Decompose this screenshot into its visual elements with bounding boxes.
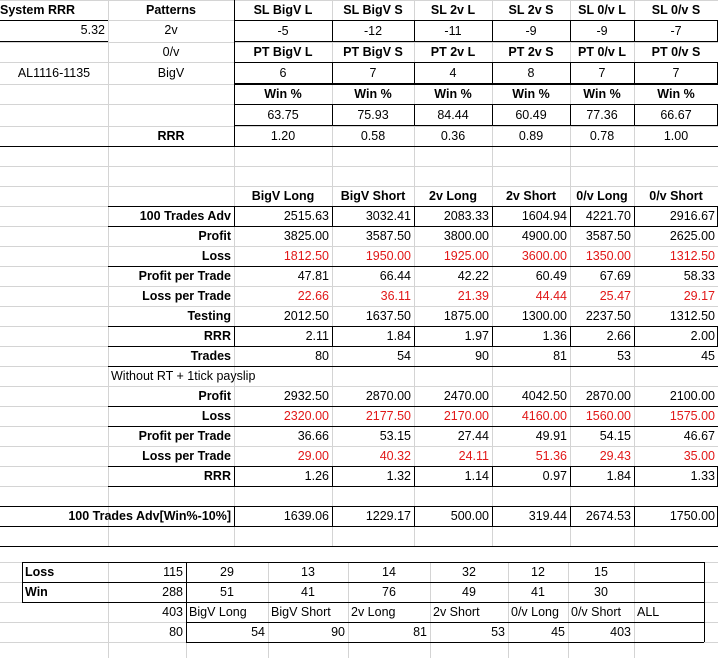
category-label: BigV Short <box>271 605 331 619</box>
border-line <box>634 466 635 486</box>
value-cell[interactable]: 1.14 <box>464 469 489 483</box>
border-line <box>234 506 235 526</box>
value-cell[interactable]: 2177.50 <box>365 409 411 423</box>
pt-header: PT BigV L <box>253 45 313 59</box>
pt-header: PT 0/v L <box>578 45 626 59</box>
value-cell[interactable]: 46.67 <box>683 429 715 443</box>
value-cell[interactable]: 2237.50 <box>585 309 631 323</box>
border-line <box>108 366 718 367</box>
sl-header: SL 0/v S <box>651 3 701 17</box>
value-cell[interactable]: 3800.00 <box>443 229 489 243</box>
win-value[interactable]: 66.67 <box>660 108 692 122</box>
pt-value[interactable]: 7 <box>369 66 377 80</box>
trade-count[interactable]: 80 <box>169 625 183 639</box>
loss-count[interactable]: 32 <box>462 565 476 579</box>
rrr-value[interactable]: 0.36 <box>440 129 466 143</box>
value-cell[interactable]: 22.66 <box>297 289 329 303</box>
row-label: Trades <box>190 349 231 363</box>
border-line <box>492 326 493 346</box>
sl-header: SL 2v L <box>430 3 476 17</box>
adv-value[interactable]: 1750.00 <box>669 509 715 523</box>
border-line <box>22 562 704 563</box>
value-cell[interactable]: 44.44 <box>535 289 567 303</box>
row-label: 100 Trades Adv <box>139 209 231 223</box>
value-cell[interactable]: 29.00 <box>297 449 329 463</box>
value-cell[interactable]: 67.69 <box>599 269 631 283</box>
value-cell[interactable]: 80 <box>315 349 329 363</box>
value-cell[interactable]: 36.66 <box>297 429 329 443</box>
border-line <box>108 226 718 227</box>
value-cell[interactable]: 1350.00 <box>585 249 631 263</box>
pt-value[interactable]: 7 <box>672 66 680 80</box>
trade-count[interactable]: 54 <box>251 625 265 639</box>
value-cell[interactable]: 35.00 <box>683 449 715 463</box>
value-cell[interactable]: 51.36 <box>535 449 567 463</box>
value-cell[interactable]: 4042.50 <box>521 389 567 403</box>
patterns-header: Patterns <box>145 3 197 17</box>
value-cell[interactable]: 54 <box>397 349 411 363</box>
border-line <box>22 562 23 602</box>
border-line <box>234 62 718 63</box>
loss-count[interactable]: 13 <box>301 565 315 579</box>
sl-value[interactable]: -9 <box>596 24 608 38</box>
value-cell[interactable]: 53 <box>617 349 631 363</box>
border-line <box>234 466 235 486</box>
row-label: Loss <box>201 409 231 423</box>
win-header: Win % <box>657 87 695 101</box>
adv-value[interactable]: 1639.06 <box>283 509 329 523</box>
border-line <box>570 21 571 41</box>
value-cell[interactable]: 0.97 <box>542 469 567 483</box>
value-cell[interactable]: 60.49 <box>535 269 567 283</box>
border-line <box>332 326 333 346</box>
win-count[interactable]: 49 <box>462 585 476 599</box>
trade-count[interactable]: 81 <box>413 625 427 639</box>
win-header: Win % <box>264 87 302 101</box>
border-line <box>234 206 235 226</box>
value-cell[interactable]: 90 <box>475 349 489 363</box>
win-header: Win % <box>434 87 472 101</box>
value-cell[interactable]: 2515.63 <box>283 209 329 223</box>
row-label: Profit per Trade <box>138 269 231 283</box>
value-cell[interactable]: 3587.50 <box>585 229 631 243</box>
category-label: 2v Long <box>351 605 396 619</box>
pt-header: PT 0/v S <box>651 45 701 59</box>
value-cell[interactable]: 2870.00 <box>585 389 631 403</box>
value-cell[interactable]: 2.66 <box>606 329 631 343</box>
value-cell[interactable]: 1875.00 <box>443 309 489 323</box>
border-line <box>234 63 235 84</box>
border-line <box>492 466 493 486</box>
border-line <box>234 21 235 41</box>
border-line <box>492 21 493 41</box>
value-cell[interactable]: 1300.00 <box>521 309 567 323</box>
value-cell[interactable]: 1.33 <box>690 469 715 483</box>
column-header: 0/v Long <box>576 189 628 203</box>
border-line <box>492 206 493 226</box>
value-cell[interactable]: 53.15 <box>379 429 411 443</box>
value-cell[interactable]: 1560.00 <box>585 409 631 423</box>
win-count[interactable]: 76 <box>382 585 396 599</box>
value-cell[interactable]: 2.00 <box>690 329 715 343</box>
rrr-label: RRR <box>157 129 185 143</box>
win-count[interactable]: 41 <box>531 585 545 599</box>
win-header: Win % <box>512 87 550 101</box>
row-label: Loss per Trade <box>142 289 231 303</box>
loss-count[interactable]: 15 <box>594 565 608 579</box>
border-line <box>634 506 635 526</box>
value-cell[interactable]: 66.44 <box>379 269 411 283</box>
value-cell[interactable]: 27.44 <box>457 429 489 443</box>
value-cell[interactable]: 1.36 <box>542 329 567 343</box>
border-line <box>634 105 635 126</box>
adv-value[interactable]: 1229.17 <box>365 509 411 523</box>
value-cell[interactable]: 40.32 <box>379 449 411 463</box>
row-label: Testing <box>187 309 231 323</box>
value-cell[interactable]: 2932.50 <box>283 389 329 403</box>
border-line <box>108 426 718 427</box>
value-cell[interactable]: 1575.00 <box>669 409 715 423</box>
value-cell[interactable]: 4900.00 <box>521 229 567 243</box>
win-count[interactable]: 51 <box>220 585 234 599</box>
sl-header: SL BigV S <box>343 3 403 17</box>
win-header: Win % <box>583 87 621 101</box>
value-cell[interactable]: 3032.41 <box>365 209 411 223</box>
pt-value[interactable]: 7 <box>598 66 606 80</box>
column-header: 2v Long <box>429 189 477 203</box>
value-cell[interactable]: 3825.00 <box>283 229 329 243</box>
border-line <box>0 41 108 42</box>
value-cell[interactable]: 2.11 <box>305 329 329 343</box>
loss-count[interactable]: 12 <box>531 565 545 579</box>
border-line <box>0 506 718 507</box>
rrr-value[interactable]: 0.58 <box>360 129 386 143</box>
win-total[interactable]: 288 <box>162 585 183 599</box>
border-line <box>22 602 704 603</box>
value-cell[interactable]: 24.11 <box>458 449 489 463</box>
value-cell[interactable]: 1312.50 <box>669 249 715 263</box>
column-header: 2v Short <box>505 189 556 203</box>
border-line <box>492 105 493 126</box>
loss-count[interactable]: 29 <box>220 565 234 579</box>
adv-value[interactable]: 2674.53 <box>585 509 631 523</box>
border-line <box>234 41 718 42</box>
value-cell[interactable]: 4160.00 <box>521 409 567 423</box>
border-line <box>108 326 718 327</box>
value-cell[interactable]: 21.39 <box>457 289 489 303</box>
value-cell[interactable]: 81 <box>553 349 567 363</box>
value-cell[interactable]: 3587.50 <box>365 229 411 243</box>
system-rrr-value[interactable]: 5.32 <box>80 23 105 37</box>
row-label: Profit per Trade <box>138 429 231 443</box>
adv-value[interactable]: 319.44 <box>528 509 567 523</box>
rrr-value[interactable]: 0.78 <box>589 129 615 143</box>
adv-value[interactable]: 500.00 <box>450 509 489 523</box>
system-rrr-label: System RRR <box>0 3 76 17</box>
border-line <box>414 206 415 226</box>
border-line <box>108 486 718 487</box>
sl-value[interactable]: -5 <box>277 24 289 38</box>
border-line <box>570 326 571 346</box>
pattern-label: BigV <box>157 66 185 80</box>
value-cell[interactable]: 2170.00 <box>443 409 489 423</box>
rrr-value[interactable]: 1.00 <box>663 129 689 143</box>
column-header: 0/v Short <box>649 189 703 203</box>
border-line <box>108 466 718 467</box>
rrr-value[interactable]: 1.20 <box>270 129 296 143</box>
value-cell[interactable]: 2012.50 <box>283 309 329 323</box>
value-cell[interactable]: 25.47 <box>599 289 631 303</box>
trade-count[interactable]: 90 <box>331 625 345 639</box>
value-cell[interactable]: 2083.33 <box>443 209 489 223</box>
category-label: BigV Long <box>189 605 247 619</box>
border-line <box>234 125 718 126</box>
win-count[interactable]: 30 <box>594 585 608 599</box>
win-value[interactable]: 75.93 <box>357 108 389 122</box>
win-value[interactable]: 63.75 <box>267 108 299 122</box>
border-line <box>570 105 571 126</box>
border-line <box>332 206 333 226</box>
row-label: Profit <box>198 229 231 243</box>
pattern-label: 0/v <box>162 45 180 59</box>
category-label: ALL <box>637 605 660 619</box>
value-cell[interactable]: 3600.00 <box>521 249 567 263</box>
row-label: RRR <box>203 329 231 343</box>
value-cell[interactable]: 1950.00 <box>365 249 411 263</box>
border-line <box>634 63 635 84</box>
value-cell[interactable]: 1.32 <box>386 469 411 483</box>
grand-total[interactable]: 403 <box>162 605 183 619</box>
border-line <box>186 622 704 623</box>
column-header: BigV Short <box>340 189 406 203</box>
loss-count[interactable]: 14 <box>382 565 396 579</box>
note-text: Without RT + 1tick payslip <box>111 369 256 383</box>
border-line <box>186 562 187 642</box>
row-label: RRR <box>203 469 231 483</box>
value-cell[interactable]: 45 <box>701 349 715 363</box>
border-line <box>22 582 704 583</box>
sl-header: SL 0/v L <box>578 3 626 17</box>
border-line <box>234 104 718 105</box>
border-line <box>0 146 718 147</box>
pt-header: PT 2v S <box>508 45 554 59</box>
sl-header: SL 2v S <box>508 3 554 17</box>
win-label: Win <box>25 585 48 599</box>
value-cell[interactable]: 54.15 <box>599 429 631 443</box>
win-value[interactable]: 84.44 <box>437 108 469 122</box>
border-line <box>570 206 571 226</box>
win-header: Win % <box>354 87 392 101</box>
border-line <box>108 206 718 207</box>
border-line <box>704 562 705 642</box>
win-count[interactable]: 41 <box>301 585 315 599</box>
sl-header: SL BigV L <box>253 3 313 17</box>
pt-header: PT 2v L <box>430 45 476 59</box>
value-cell[interactable]: 2470.00 <box>443 389 489 403</box>
value-cell[interactable]: 2625.00 <box>669 229 715 243</box>
border-line <box>570 466 571 486</box>
value-cell[interactable]: 1.26 <box>304 469 329 483</box>
pt-value[interactable]: 4 <box>449 66 457 80</box>
category-label: 0/v Long <box>511 605 559 619</box>
value-cell[interactable]: 29.17 <box>683 289 715 303</box>
value-cell[interactable]: 49.91 <box>535 429 567 443</box>
value-cell[interactable]: 1312.50 <box>669 309 715 323</box>
border-line <box>0 526 718 527</box>
value-cell[interactable]: 36.11 <box>380 289 411 303</box>
pt-value[interactable]: 8 <box>527 66 535 80</box>
sl-value[interactable]: -9 <box>525 24 537 38</box>
trade-count[interactable]: 45 <box>551 625 565 639</box>
account-id: AL1116-1135 <box>17 66 91 80</box>
border-line <box>332 506 333 526</box>
border-line <box>234 326 235 346</box>
value-cell[interactable]: 1637.50 <box>365 309 411 323</box>
value-cell[interactable]: 42.22 <box>457 269 489 283</box>
border-line <box>414 326 415 346</box>
border-line <box>332 63 333 84</box>
border-line <box>234 105 235 126</box>
border-line <box>634 21 635 41</box>
value-cell[interactable]: 1604.94 <box>521 209 567 223</box>
value-cell[interactable]: 1925.00 <box>443 249 489 263</box>
border-line <box>414 63 415 84</box>
value-cell[interactable]: 1.97 <box>464 329 489 343</box>
border-line <box>414 105 415 126</box>
trade-count[interactable]: 53 <box>491 625 505 639</box>
trade-count[interactable]: 403 <box>610 625 631 639</box>
border-line <box>186 642 704 643</box>
border-line <box>414 506 415 526</box>
border-line <box>332 466 333 486</box>
value-cell[interactable]: 47.81 <box>297 269 329 283</box>
loss-label: Loss <box>25 565 55 579</box>
pattern-label: 2v <box>164 23 178 37</box>
border-line <box>0 546 718 547</box>
value-cell[interactable]: 1.84 <box>606 469 631 483</box>
border-line <box>414 21 415 41</box>
column-header: BigV Long <box>251 189 315 203</box>
border-line <box>332 105 333 126</box>
category-label: 0/v Short <box>571 605 622 619</box>
sl-value[interactable]: -12 <box>363 24 383 38</box>
border-line <box>414 466 415 486</box>
value-cell[interactable]: 2870.00 <box>365 389 411 403</box>
border-line <box>332 21 333 41</box>
win-value[interactable]: 60.49 <box>515 108 547 122</box>
row-label: Profit <box>198 389 231 403</box>
border-line <box>108 346 718 347</box>
pt-value[interactable]: 6 <box>279 66 287 80</box>
row-label: Loss per Trade <box>142 449 231 463</box>
border-line <box>234 20 718 21</box>
value-cell[interactable]: 2320.00 <box>283 409 329 423</box>
border-line <box>634 326 635 346</box>
row-label: Loss <box>201 249 231 263</box>
adv-label: 100 Trades Adv[Win%-10%] <box>68 509 231 523</box>
border-line <box>108 266 718 267</box>
win-value[interactable]: 77.36 <box>586 108 618 122</box>
value-cell[interactable]: 4221.70 <box>585 209 631 223</box>
border-line <box>570 506 571 526</box>
border-line <box>492 63 493 84</box>
border-line <box>570 63 571 84</box>
border-line <box>234 84 718 85</box>
sl-value[interactable]: -11 <box>444 24 462 38</box>
value-cell[interactable]: 2916.67 <box>669 209 715 223</box>
border-line <box>0 20 108 21</box>
border-line <box>634 206 635 226</box>
sl-value[interactable]: -7 <box>670 24 682 38</box>
border-line <box>108 406 718 407</box>
loss-total[interactable]: 115 <box>163 565 183 579</box>
value-cell[interactable]: 58.33 <box>683 269 715 283</box>
rrr-value[interactable]: 0.89 <box>518 129 544 143</box>
category-label: 2v Short <box>433 605 480 619</box>
border-line <box>492 506 493 526</box>
value-cell[interactable]: 29.43 <box>599 449 631 463</box>
value-cell[interactable]: 1812.50 <box>283 249 329 263</box>
pt-header: PT BigV S <box>343 45 403 59</box>
value-cell[interactable]: 1.84 <box>386 329 411 343</box>
value-cell[interactable]: 2100.00 <box>669 389 715 403</box>
